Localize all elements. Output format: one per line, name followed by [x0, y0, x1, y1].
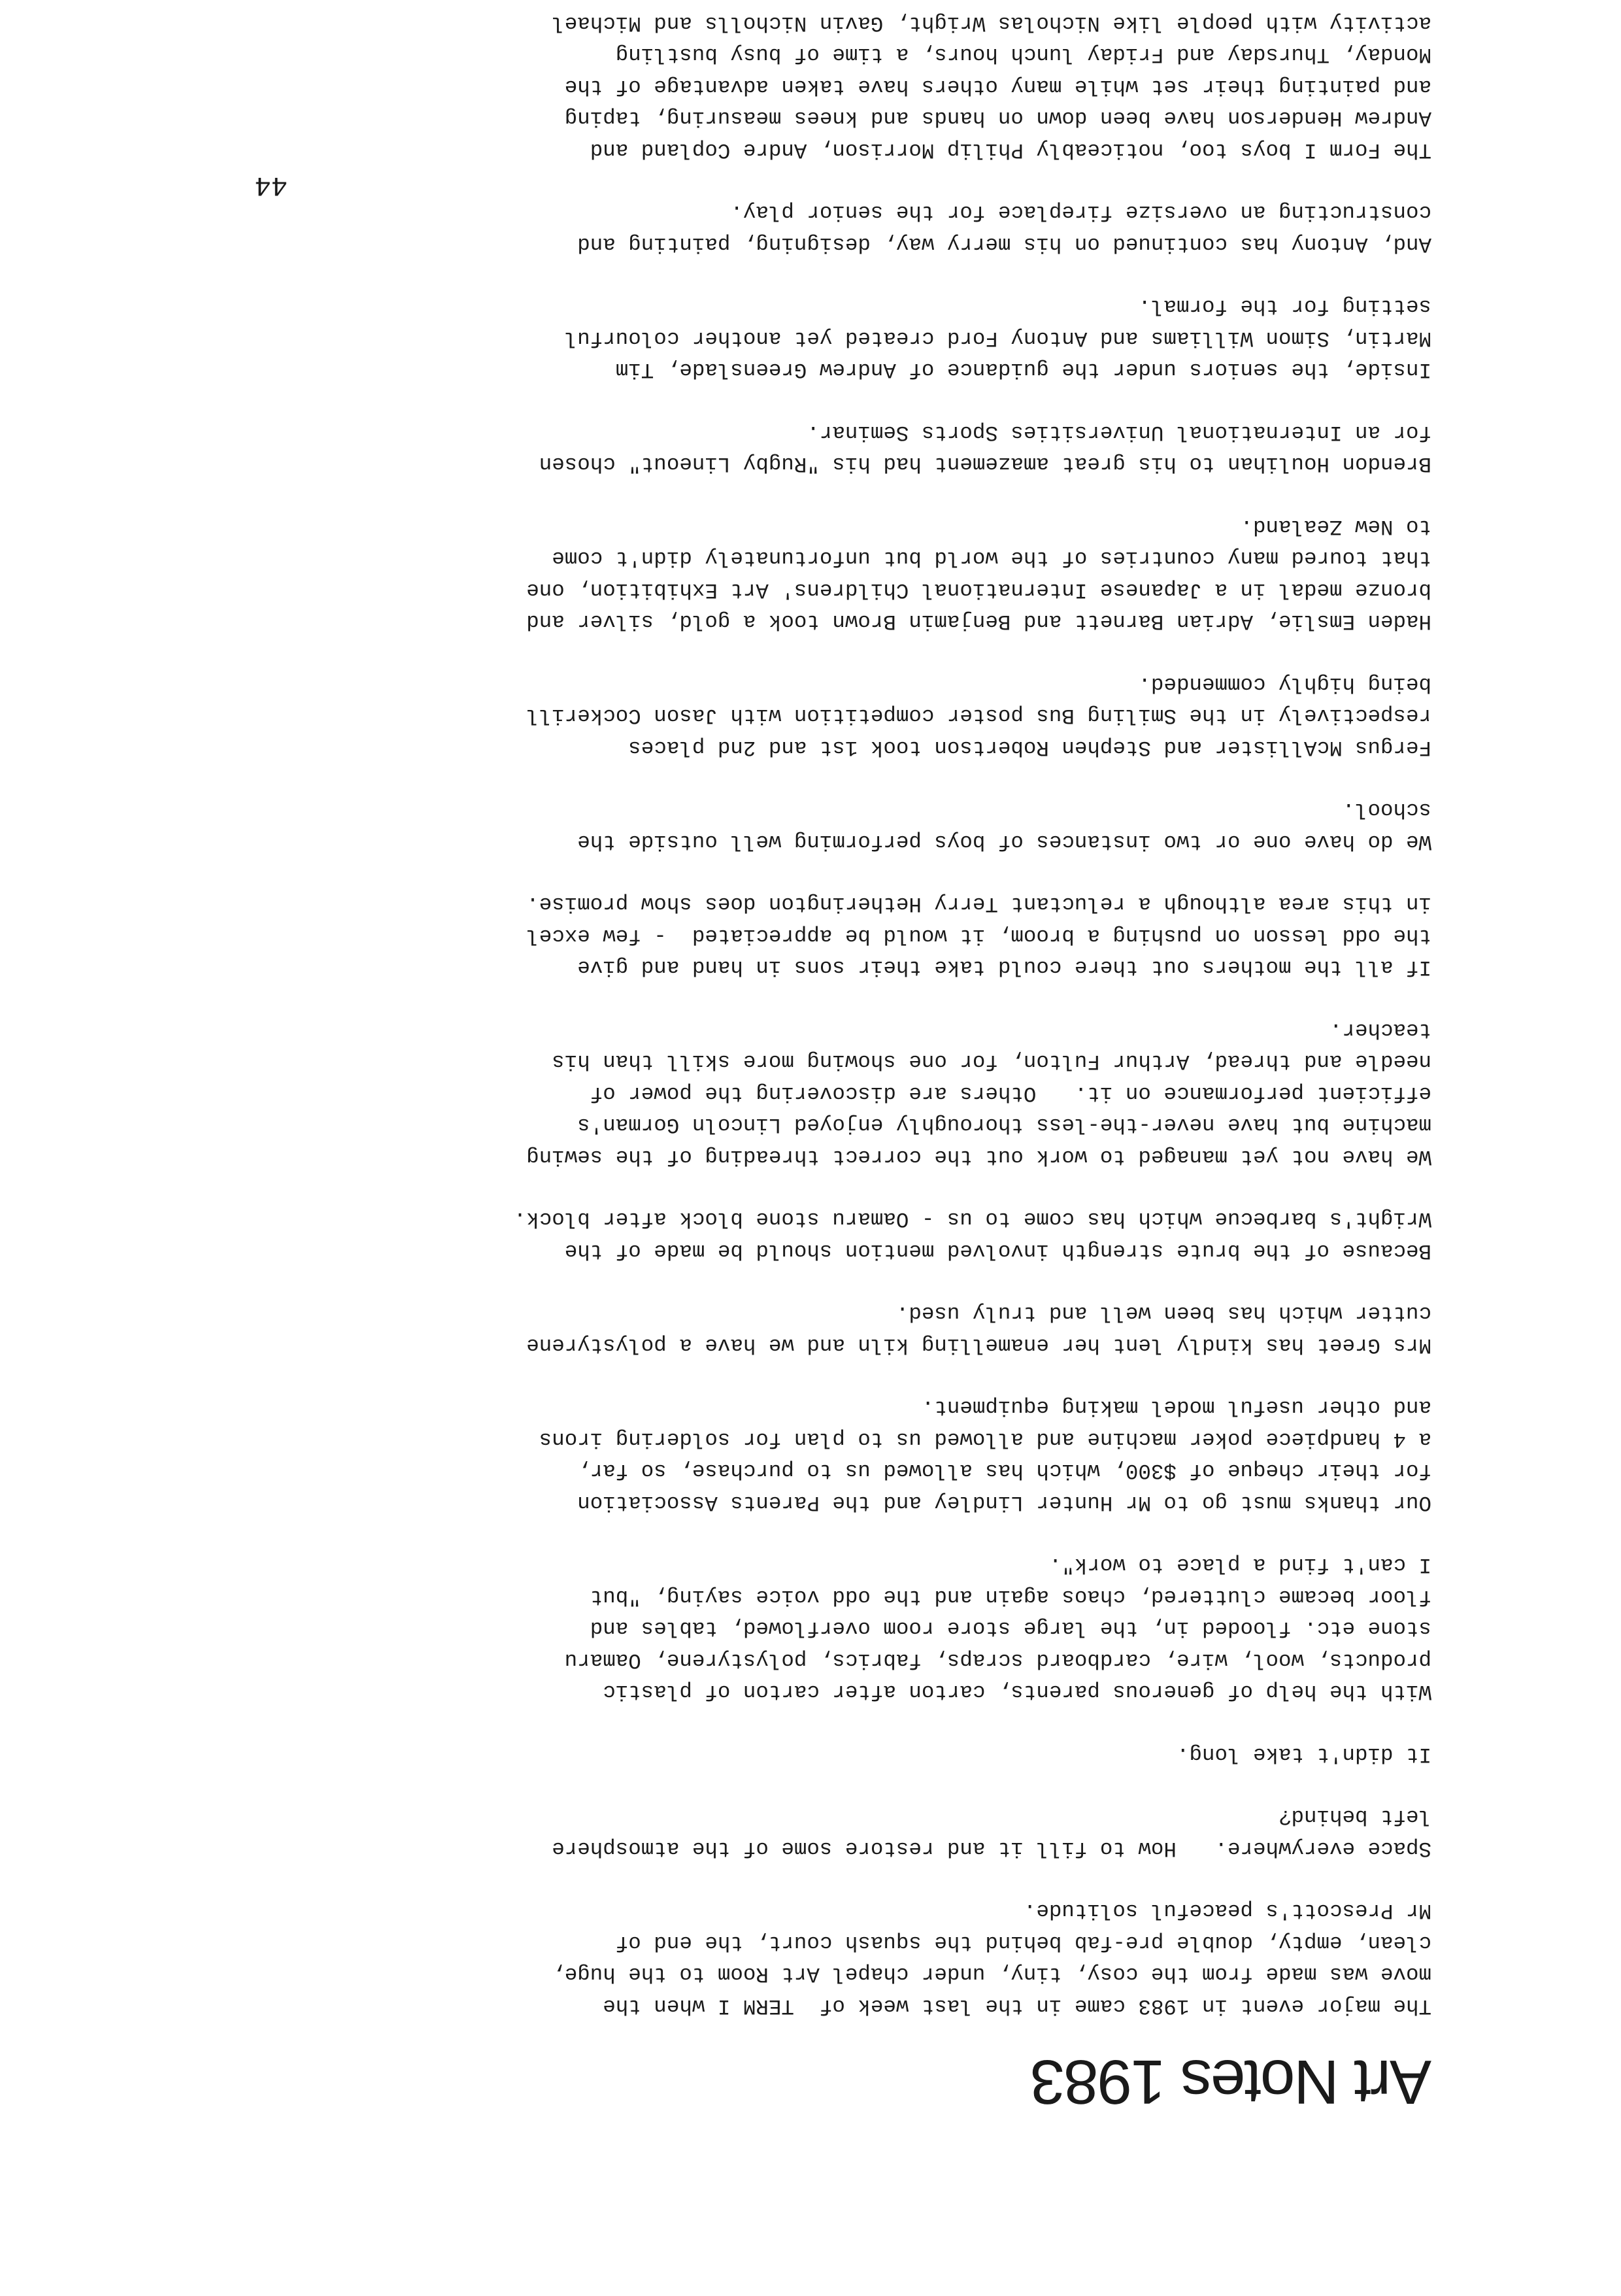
paragraph-1: The major event in 1983 came in the last week of TERM I when the move was made from the cosy, tiny, under chapel Art Room to the huge, clean, empty, double pre-fab behind the squash court, the end of Mr Prescott's peaceful solitude.: [552, 1899, 1431, 2018]
paragraph-13: Brendon Houlihan to his great amazement had his "Rugby Lineout" chosen for an International Universities Sports Seminar.: [539, 420, 1431, 477]
paragraph-2: Space everywhere. How to fill it and restore some of the atmosphere left behind?: [552, 1804, 1431, 1861]
paragraph-11: Fergus McAllister and Stephen Robertson took 1st and 2nd places respectively in the Smiling Bus poster competition with Jason Cockerill being highly commended.: [526, 672, 1431, 760]
paragraph-14: Inside, the seniors under the guidance of Andrew Greenslade, Tim Martin, Simon Williams and Antony Ford created yet another colourful setting for the formal.: [564, 294, 1431, 382]
paragraph-16: The Form I boys too, noticeably Philip Morrison, Andre Copland and Andrew Henderson have been down on hands and knees measuring, taping and painting their set while many others have taken advantage of the Monday, Thursday and Friday lunch hours, a time of busy bustling activity with people like Nicholas Wright, Gavin Nicholls and Michael: [552, 11, 1431, 162]
paragraph-3: It didn't take long.: [1176, 1742, 1431, 1766]
page-number: 44: [254, 169, 288, 201]
paragraph-6: Mrs Greet has kindly lent her enamelling kiln and we have a polystyrene cutter which has been well and truly used.: [526, 1301, 1431, 1357]
paragraph-4: With the help of generous parents, carton after carton of plastic products, wool, wire, cardboard scraps, fabrics, polystyrene, Oamaru stone etc. flooded in, the large store room overflowed, tables and floor became cluttered, chaos again and the odd voice saying, "but I can't find a place to work".: [564, 1553, 1431, 1704]
paragraph-9: If all the mothers out there could take their sons in hand and give the odd lesson on pushing a broom, it would be appreciated - few excel in this area although a reluctant Terry Hetherington does show promise.: [526, 892, 1431, 980]
paragraph-10: We do have one or two instances of boys performing well outside the school.: [577, 798, 1431, 854]
paragraph-15: And, Antony has continued on his merry way, designing, painting and constructing an oversize fireplace for the senior play.: [577, 200, 1431, 256]
paragraph-5: Our thanks must go to Mr Hunter Lindley and the Parents Association for their cheque of $300, which has allowed us to purchase, so far, a 4 handpiece poker machine and allowed us to plan for soldering irons and other useful model making equipment.: [539, 1395, 1431, 1515]
paragraph-8: We have not yet managed to work out the correct threading of the sewing machine but have never-the-less thoroughly enjoyed Lincoln Gorman's efficient performance on it. Others are discovering the power of needle and thread, Arthur Fulton, for one showing more skill than his teacher.: [526, 1018, 1431, 1169]
article-body: [268, 0, 1431, 2021]
page-title: Art Notes 1983: [1031, 2047, 1431, 2117]
paragraph-12: Haden Emslie, Adrian Barnett and Benjamin Brown took a gold, silver and bronze medal in a Japanese International Childrens' Art Exhibition, one that toured many countries of the world but unfortunately didn't come to New Zealand.: [526, 515, 1431, 634]
paragraph-7: Because of the brute strength involved mention should be made of the Wright's barbecue which has come to us - Oamaru stone block after block.: [513, 1207, 1431, 1263]
